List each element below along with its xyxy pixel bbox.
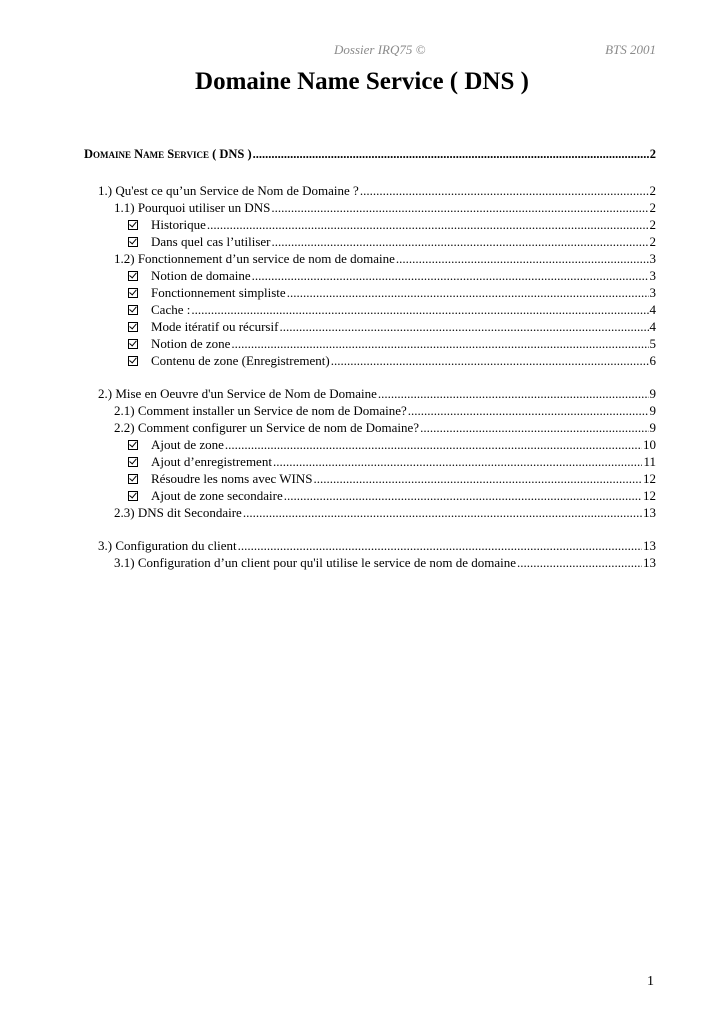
toc-leader-dots [408, 402, 649, 419]
toc-entry-text: 1.1) Pourquoi utiliser un DNS [114, 200, 271, 215]
toc-entry-text: Notion de domaine [151, 268, 251, 283]
checkbox-checked-icon [128, 271, 138, 281]
checkbox-checked-icon [128, 457, 138, 467]
toc-entry[interactable] [84, 250, 656, 267]
toc-leader-dots [287, 284, 649, 301]
toc-entry-label [128, 318, 278, 335]
toc-leader-dots [252, 267, 649, 284]
toc-entry[interactable] [84, 233, 656, 250]
toc-entry-label [128, 233, 271, 250]
toc-leader-dots [191, 301, 648, 318]
toc-leader-dots [331, 352, 649, 369]
toc-leader-dots [420, 419, 648, 436]
toc-entry-text: 3.) Configuration du client [98, 538, 237, 553]
toc-leader-dots [207, 216, 649, 233]
checkbox-checked-icon [128, 288, 138, 298]
toc-entry[interactable] [84, 436, 656, 453]
toc-page-number: 10 [643, 437, 656, 452]
toc-page-number: 11 [643, 454, 656, 469]
toc-entry-label [114, 402, 407, 419]
toc-leader-dots [273, 453, 643, 470]
toc-entry-text: Fonctionnement simpliste [151, 285, 286, 300]
toc-page-number: 3 [649, 268, 656, 283]
toc-entry-text: Ajout de zone [151, 437, 224, 452]
toc-page-number: 2 [649, 183, 656, 198]
toc-entry-text: Ajout de zone secondaire [151, 488, 283, 503]
checkbox-checked-icon [128, 356, 138, 366]
toc-entry-text: 1.2) Fonctionnement d’un service de nom de domaine [114, 251, 395, 266]
toc-entry-label [84, 146, 252, 163]
toc-entry-label [128, 436, 224, 453]
toc-entry-text: Dans quel cas l’utiliser [151, 234, 271, 249]
toc-leader-dots [284, 487, 642, 504]
toc-page-number: 9 [649, 386, 656, 401]
toc-leader-dots [225, 436, 642, 453]
table-of-contents [84, 146, 656, 571]
toc-page-number: 12 [643, 488, 656, 503]
toc-page-number: 4 [649, 302, 656, 317]
toc-entry-label [128, 301, 190, 318]
toc-entry[interactable] [84, 487, 656, 504]
toc-entry[interactable] [84, 267, 656, 284]
checkbox-checked-icon [128, 305, 138, 315]
toc-leader-dots [517, 554, 642, 571]
toc-page-number: 9 [649, 403, 656, 418]
toc-entry-label [98, 385, 377, 402]
checkbox-checked-icon [128, 237, 138, 247]
toc-entry-text: Domaine Name Service ( DNS ) [84, 147, 252, 161]
toc-entry[interactable] [84, 419, 656, 436]
toc-page-number: 4 [649, 319, 656, 334]
toc-entry-label [114, 504, 242, 521]
toc-page-number: 9 [649, 420, 656, 435]
toc-page-number: 2 [649, 217, 656, 232]
toc-leader-dots [396, 250, 649, 267]
toc-entry-label [114, 250, 395, 267]
toc-entry-label [128, 284, 286, 301]
document-title: Domaine Name Service ( DNS ) [195, 68, 529, 95]
toc-entry[interactable] [84, 402, 656, 419]
checkbox-checked-icon [128, 322, 138, 332]
toc-page-number: 13 [643, 555, 656, 570]
toc-entry[interactable] [84, 284, 656, 301]
toc-entry-text: Cache : [151, 302, 191, 317]
toc-entry[interactable] [84, 554, 656, 571]
toc-entry-label [128, 470, 313, 487]
toc-leader-dots [253, 146, 649, 163]
toc-page-number: 3 [649, 285, 656, 300]
toc-entry-label [128, 453, 272, 470]
toc-entry[interactable] [84, 318, 656, 335]
toc-leader-dots [272, 233, 649, 250]
toc-entry-label [98, 537, 237, 554]
toc-entry[interactable] [84, 352, 656, 369]
toc-entry-text: 2.2) Comment configurer un Service de nom de Domaine? [114, 420, 420, 435]
toc-entry-text: Résoudre les noms avec WINS [151, 471, 313, 486]
checkbox-checked-icon [128, 474, 138, 484]
toc-leader-dots [279, 318, 648, 335]
toc-page-number: 6 [649, 353, 656, 368]
toc-entry-label [98, 182, 359, 199]
toc-entry[interactable] [84, 301, 656, 318]
toc-entry-text: Ajout d’enregistrement [151, 454, 272, 469]
toc-leader-dots [360, 182, 649, 199]
toc-page-number: 13 [643, 538, 656, 553]
toc-page-number: 12 [643, 471, 656, 486]
toc-entry[interactable] [84, 199, 656, 216]
toc-entry[interactable] [84, 335, 656, 352]
checkbox-checked-icon [128, 220, 138, 230]
toc-page-number: 5 [649, 336, 656, 351]
toc-leader-dots [378, 385, 649, 402]
toc-entry-text: Historique [151, 217, 206, 232]
toc-entry[interactable] [84, 216, 656, 233]
checkbox-checked-icon [128, 440, 138, 450]
toc-leader-dots [231, 335, 648, 352]
toc-entry-label [128, 352, 330, 369]
toc-entry-text: 2.3) DNS dit Secondaire [114, 505, 242, 520]
toc-page-number: 2 [649, 234, 656, 249]
toc-entry[interactable] [84, 537, 656, 554]
toc-leader-dots [314, 470, 642, 487]
toc-page-number: 3 [649, 251, 656, 266]
toc-entry-text: 2.) Mise en Oeuvre d'un Service de Nom de Domaine [98, 386, 377, 401]
toc-entry[interactable] [84, 385, 656, 402]
toc-entry-label [114, 554, 516, 571]
toc-page-number: 13 [643, 505, 656, 520]
toc-entry-text: Notion de zone [151, 336, 231, 351]
toc-entry[interactable] [84, 470, 656, 487]
toc-entry-text: 1.) Qu'est ce qu’un Service de Nom de Domaine ? [98, 183, 359, 198]
toc-entry[interactable] [84, 182, 656, 199]
toc-entry-label [128, 487, 283, 504]
toc-leader-dots [243, 504, 642, 521]
toc-leader-dots [238, 537, 642, 554]
page-number: 1 [647, 974, 654, 989]
toc-entry[interactable] [84, 504, 656, 521]
toc-entry-label [128, 335, 230, 352]
toc-page-number: 2 [649, 147, 656, 161]
toc-entry-label [128, 216, 206, 233]
toc-entry-label [128, 267, 251, 284]
header-left: Dossier IRQ75 © [334, 42, 426, 57]
toc-page-number: 2 [649, 200, 656, 215]
checkbox-checked-icon [128, 339, 138, 349]
toc-entry-text: Contenu de zone (Enregistrement) [151, 353, 330, 368]
toc-entry-label [114, 199, 270, 216]
toc-leader-dots [271, 199, 648, 216]
header-right: BTS 2001 [605, 42, 656, 57]
toc-entry-text: 3.1) Configuration d’un client pour qu'il utilise le service de nom de domaine [114, 555, 516, 570]
toc-entry-label [114, 419, 419, 436]
toc-entry-text: 2.1) Comment installer un Service de nom de Domaine? [114, 403, 407, 418]
checkbox-checked-icon [128, 491, 138, 501]
toc-entry-text: Mode itératif ou récursif [151, 319, 279, 334]
toc-entry[interactable] [84, 453, 656, 470]
toc-entry[interactable] [84, 146, 656, 163]
